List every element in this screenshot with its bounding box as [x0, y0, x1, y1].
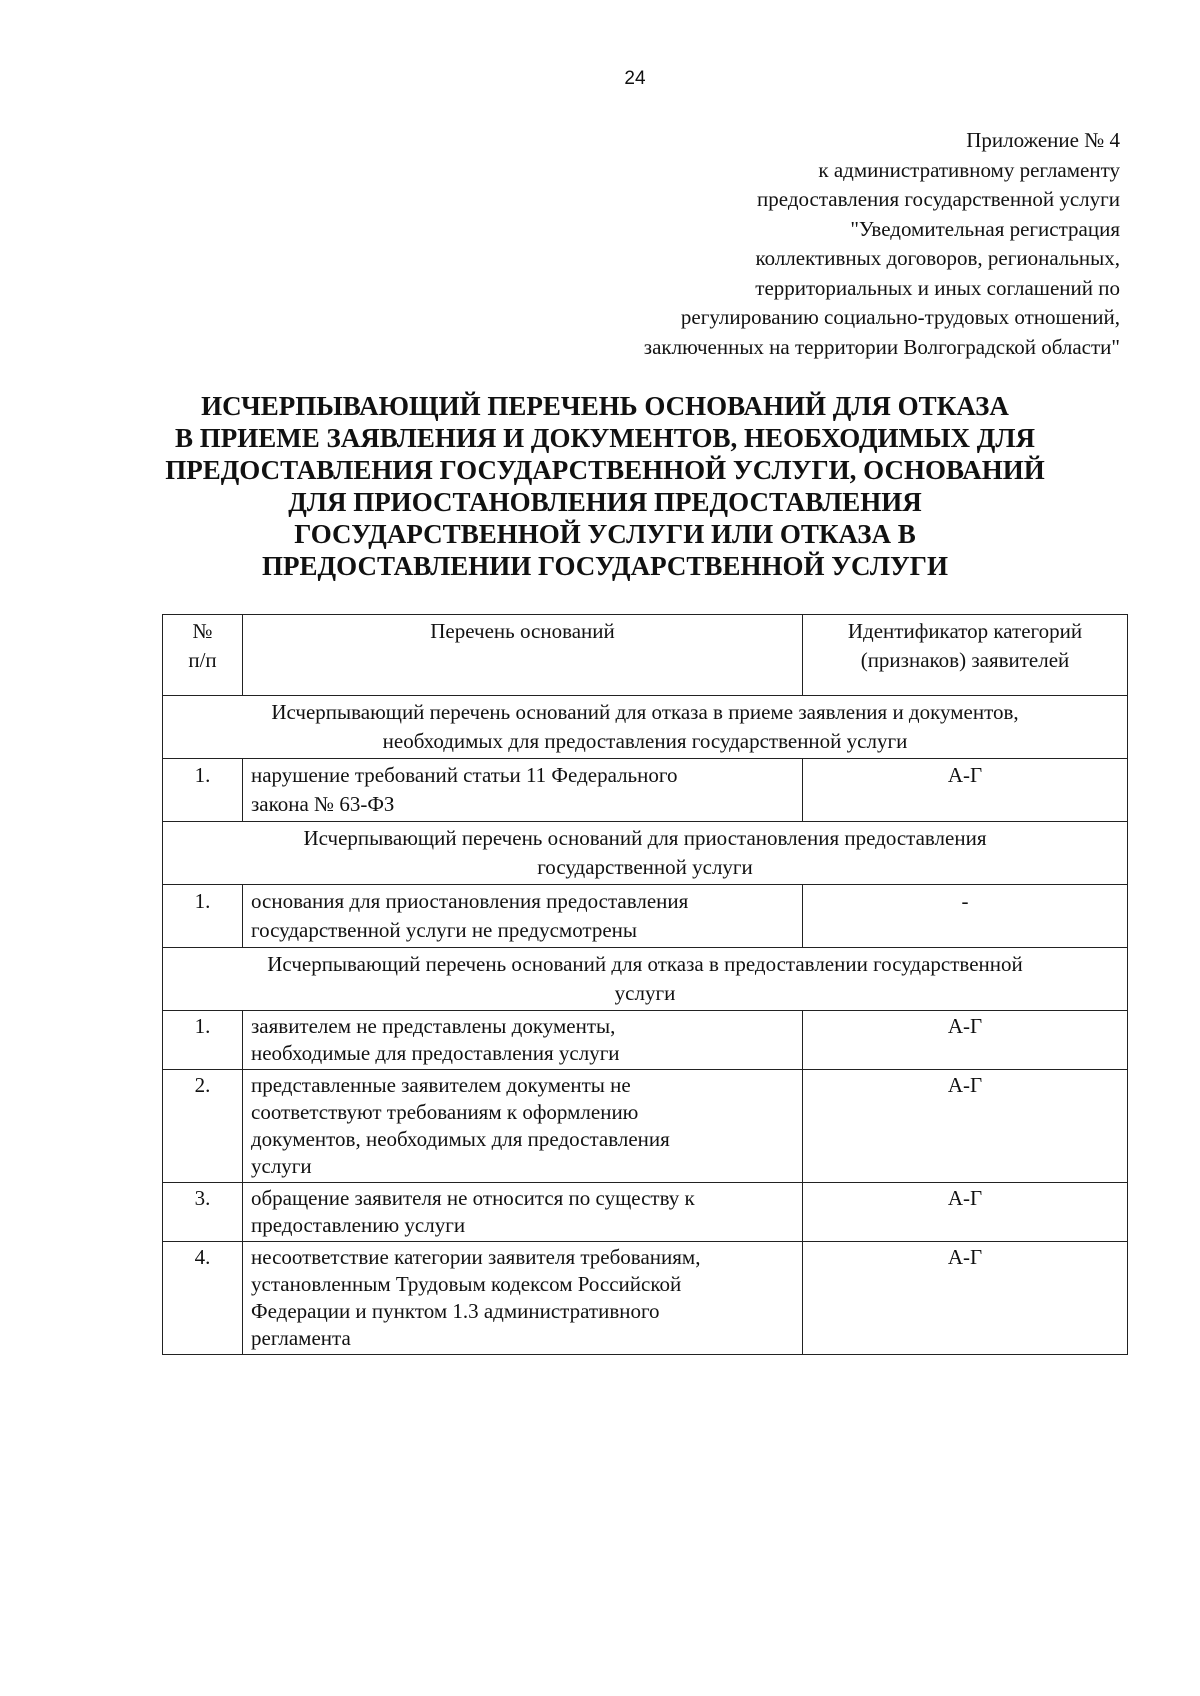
reason-line: государственной услуги не предусмотрены	[251, 918, 638, 942]
header-identifier-line: (признаков) заявителей	[860, 648, 1070, 672]
section-title	[163, 822, 1128, 885]
section-title-line: Исчерпывающий перечень оснований для приостановления предоставления	[303, 826, 987, 850]
row-number: 1.	[163, 1011, 243, 1070]
section-title-line: государственной услуги	[537, 855, 753, 879]
title-line: В ПРИЕМЕ ЗАЯВЛЕНИЯ И ДОКУМЕНТОВ, НЕОБХОДИМЫХ ДЛЯ	[175, 423, 1035, 453]
section-header-row	[163, 948, 1128, 1011]
header-number-line: №	[192, 619, 213, 643]
reason-line: предоставлению услуги	[251, 1213, 466, 1237]
table-row	[163, 1242, 1128, 1355]
row-reason	[243, 1183, 803, 1242]
reason-line: обращение заявителя не относится по существу к	[251, 1186, 695, 1210]
appendix-line: "Уведомительная регистрация	[850, 216, 1120, 241]
table-row	[163, 885, 1128, 948]
header-number	[163, 615, 243, 696]
reason-line: нарушение требований статьи 11 Федерального	[251, 763, 678, 787]
reason-line: соответствуют требованиям к оформлению	[251, 1100, 639, 1124]
header-identifier-line: Идентификатор категорий	[847, 619, 1083, 643]
title-line: ГОСУДАРСТВЕННОЙ УСЛУГИ ИЛИ ОТКАЗА В	[294, 519, 916, 549]
appendix-line: предоставления государственной услуги	[757, 187, 1120, 211]
section-header-row	[163, 696, 1128, 759]
row-identifier: -	[803, 885, 1128, 948]
row-number: 1.	[163, 759, 243, 822]
title-line: ПРЕДОСТАВЛЕНИИ ГОСУДАРСТВЕННОЙ УСЛУГИ	[262, 551, 948, 581]
document-title	[150, 390, 1060, 582]
header-number-line: п/п	[188, 648, 217, 672]
row-reason	[243, 885, 803, 948]
table-row	[163, 1011, 1128, 1070]
row-reason	[243, 759, 803, 822]
row-identifier: А-Г	[803, 1011, 1128, 1070]
row-reason	[243, 1242, 803, 1355]
reason-line: несоответствие категории заявителя требованиям,	[251, 1245, 701, 1269]
appendix-line: Приложение № 4	[966, 128, 1120, 152]
row-identifier: А-Г	[803, 1242, 1128, 1355]
reason-line: основания для приостановления предоставления	[251, 889, 689, 913]
section-title	[163, 948, 1128, 1011]
grounds-table	[162, 614, 1128, 1355]
reason-line: регламента	[251, 1326, 351, 1350]
row-number: 2.	[163, 1070, 243, 1183]
title-line: ДЛЯ ПРИОСТАНОВЛЕНИЯ ПРЕДОСТАВЛЕНИЯ	[288, 487, 922, 517]
appendix-line: регулированию социально-трудовых отношений,	[680, 305, 1120, 329]
appendix-line: заключенных на территории Волгоградской области"	[643, 334, 1120, 359]
section-header-row	[163, 822, 1128, 885]
reason-line: документов, необходимых для предоставления	[251, 1127, 670, 1151]
section-title-line: необходимых для предоставления государственной услуги	[382, 729, 908, 753]
row-reason	[243, 1070, 803, 1183]
table-row	[163, 1070, 1128, 1183]
header-reasons: Перечень оснований	[243, 615, 803, 696]
page-number: 24	[624, 68, 646, 89]
row-number: 4.	[163, 1242, 243, 1355]
section-title	[163, 696, 1128, 759]
row-number: 3.	[163, 1183, 243, 1242]
title-line: ПРЕДОСТАВЛЕНИЯ ГОСУДАРСТВЕННОЙ УСЛУГИ, ОСНОВАНИЙ	[165, 455, 1045, 485]
reason-line: необходимые для предоставления услуги	[251, 1041, 620, 1065]
reason-line: заявителем не представлены документы,	[251, 1014, 616, 1038]
row-identifier: А-Г	[803, 1070, 1128, 1183]
appendix-note	[520, 126, 1120, 362]
reason-line: установленным Трудовым кодексом Российской	[251, 1272, 682, 1296]
row-reason	[243, 1011, 803, 1070]
table-row	[163, 759, 1128, 822]
table-row	[163, 1183, 1128, 1242]
row-identifier: А-Г	[803, 759, 1128, 822]
appendix-line: к административному регламенту	[818, 157, 1120, 182]
reason-line: закона № 63-ФЗ	[251, 792, 395, 816]
row-number: 1.	[163, 885, 243, 948]
appendix-line: территориальных и иных соглашений по	[755, 275, 1120, 300]
reason-line: услуги	[251, 1154, 312, 1178]
reason-line: представленные заявителем документы не	[251, 1073, 631, 1097]
table-header-row	[163, 615, 1128, 696]
row-identifier: А-Г	[803, 1183, 1128, 1242]
title-line: ИСЧЕРПЫВАЮЩИЙ ПЕРЕЧЕНЬ ОСНОВАНИЙ ДЛЯ ОТКАЗА	[201, 391, 1009, 421]
reason-line: Федерации и пунктом 1.3 административного	[251, 1299, 660, 1323]
section-title-line: Исчерпывающий перечень оснований для отказа в приеме заявления и документов,	[271, 700, 1019, 724]
header-identifier	[803, 615, 1128, 696]
section-title-line: Исчерпывающий перечень оснований для отказа в предоставлении государственной	[267, 952, 1023, 976]
section-title-line: услуги	[614, 981, 676, 1005]
appendix-line: коллективных договоров, региональных,	[755, 246, 1120, 270]
